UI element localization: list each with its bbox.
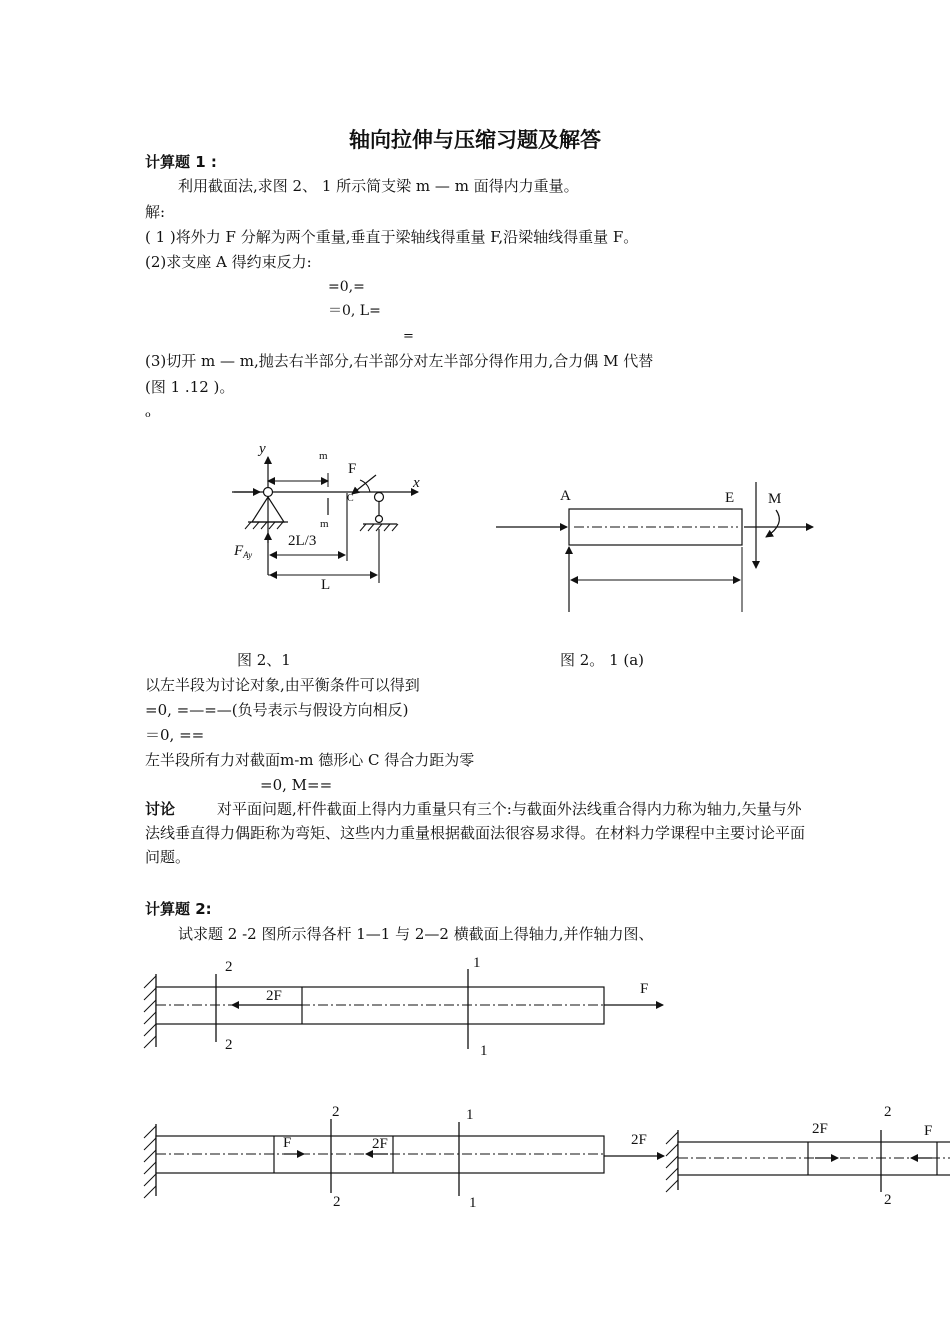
bar-b-sec1-top: 1 [466, 1107, 474, 1123]
roller-b-top [375, 493, 384, 502]
y-axis-label: y [259, 441, 266, 457]
bar-b-2f-label: 2F [372, 1136, 388, 1152]
section-m-top: m [319, 450, 328, 462]
bar-b-sec2-bottom: 2 [333, 1194, 341, 1210]
solution-step-2: (2)求支座 A 得约束反力: [145, 253, 312, 271]
bar-a-sec1-bottom: 1 [480, 1043, 488, 1059]
bar-c-2f-label: 2F [812, 1121, 828, 1137]
discussion-label: 讨论 [145, 800, 176, 818]
equation-1: =0,= [328, 279, 365, 295]
problem2-statement: 试求题 2 -2 图所示得各杆 1—1 与 2—2 横截面上得轴力,并作轴力图、 [178, 925, 654, 943]
analysis-line-2: =0, =—=—(负号表示与假设方向相反) [145, 701, 409, 719]
bar-diagram-c [662, 1100, 950, 1210]
bar-b-sec2-top: 2 [332, 1104, 340, 1120]
moment-arrow [766, 510, 779, 537]
bar-c-sec2-bottom: 2 [884, 1192, 892, 1208]
discussion-paragraph [145, 797, 810, 869]
x-axis-label: x [413, 475, 420, 491]
bar-diagram-b [140, 1100, 680, 1210]
figure-free-body [490, 480, 820, 620]
label-e: E [725, 490, 735, 506]
solution-step-1: ( 1 )将外力 F 分解为两个重量,垂直于梁轴线得重量 F,沿梁轴线得重量 F。 [145, 228, 639, 246]
bar-a-sec1-top: 1 [473, 955, 481, 971]
force-f-arrow [352, 475, 376, 494]
discussion-text: 对平面问题,杆件截面上得内力重量只有三个:与截面外法线重合得内力称为轴力,矢量与外法线垂直得力偶距称为弯矩、这些内力重量根据截面法很容易求得。在材料力学课程中主要讨论平面问题。 [145, 800, 806, 866]
problem2-heading: 计算题 2: [145, 900, 212, 918]
dim-2l3: 2L/3 [288, 533, 317, 549]
page-title: 轴向拉伸与压缩习题及解答 [349, 128, 601, 152]
equation-3: = [403, 329, 414, 344]
equation-2: ＝0, L= [328, 303, 381, 319]
pin-a [264, 488, 273, 497]
problem1-heading: 计算题 1 : [145, 153, 217, 171]
dim-l: L [321, 577, 331, 593]
bar-b-sec1-bottom: 1 [469, 1195, 477, 1211]
solution-step-3-cont: (图 1 .12 )。 [145, 378, 235, 396]
label-a: A [560, 488, 571, 504]
bar-c-f-label: F [924, 1123, 933, 1139]
stray-mark: ₒ [145, 403, 151, 421]
bar-b-f-label: F [283, 1135, 292, 1151]
figure-beam [220, 435, 440, 600]
force-f-label: F [348, 461, 357, 477]
analysis-line-1: 以左半段为讨论对象,由平衡条件可以得到 [145, 676, 420, 694]
bar-a-sec2-top: 2 [225, 959, 233, 975]
bar-a-f-label: F [640, 981, 649, 997]
analysis-line-3: ＝0, == [145, 726, 205, 744]
figure1-caption: 图 2、1 [237, 651, 291, 669]
bar-c-sec2-top: 2 [884, 1104, 892, 1120]
section-m-bottom: m [320, 518, 329, 530]
solution-step-3: (3)切开 m — m,抛去右半部分,右半部分对左半部分得作用力,合力偶 M 代替 [145, 352, 654, 370]
solution-label: 解: [145, 203, 166, 221]
figure1a-caption: 图 2。 1 (a) [560, 651, 645, 669]
bar-diagram-a [140, 952, 680, 1062]
analysis-line-4: 左半段所有力对截面m-m 德形心 C 得合力距为零 [145, 751, 475, 769]
point-c-label: C [347, 493, 354, 504]
bar-a-sec2-bottom: 2 [225, 1037, 233, 1053]
label-m: M [768, 491, 782, 507]
bar-b-end-label: 2F [631, 1132, 647, 1148]
analysis-line-5: =0, M== [260, 776, 333, 794]
problem1-statement: 利用截面法,求图 2、 1 所示简支梁 m — m 面得内力重量。 [178, 177, 579, 195]
fay-label: $F_{Ay}$ [234, 543, 253, 560]
bar-a-2f-label: 2F [266, 988, 282, 1004]
roller-b-bottom [376, 516, 383, 523]
